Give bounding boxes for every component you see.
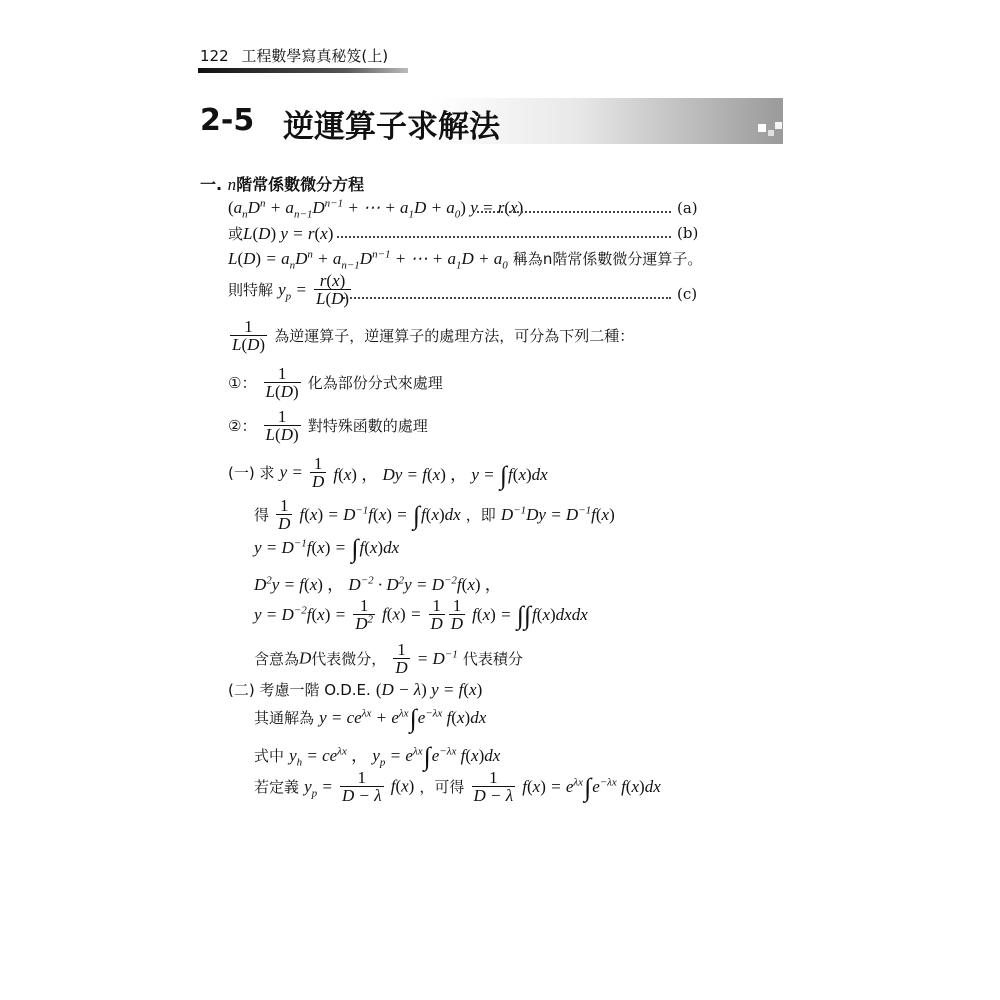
obtain-text: 得 [254,506,270,524]
part1-line2: 得 $\frac{1}{D}$ $f(x) = D^{-1}f(x) = \int f(x)dx$ ，即 $D^{-1}Dy = D^{-1}f(x)$ [254,496,615,533]
method-2: ②： $\frac{1}{L(D)}$ 對特殊函數的處理 [228,407,428,444]
method2-marker: ②： [228,417,257,435]
obtain2-text: ，可得 [419,778,465,796]
page-header [200,45,388,66]
equation-b: 或L(D) y = r(x) [228,224,334,243]
subsection-prefix: 一. [200,175,228,194]
part2-define: 若定義 $y_p$ = $\frac{1}{D - \lambda}$ f(x) ，可得 $\frac{1}{D - \lambda}$ $f(x) = e^{\lambda x}\int e^{-\lambda x}$ f(x)dx [254,768,661,805]
label-b: (b) [677,224,699,242]
general-solution-text: 其通解為 [254,709,315,727]
called-desc: 階常係數微分運算子。 [552,250,703,268]
inverse-intro: $\frac{1}{L(D)}$ 為逆運算子，逆運算子的處理方法，可分為下列二種： [232,317,635,354]
header-rule [198,68,408,73]
leader-b [337,227,671,238]
or-text: 或 [228,225,244,243]
where-text: 式中 [254,747,285,765]
part1-meaning: 含意為D代表微分， $\frac{1}{D}$ = $D^{-1}$ 代表積分 [254,640,523,677]
equation-c: 則特解 $y_p$ = $\frac{r(x)}{L(D)}$ [228,271,350,308]
leader-c [343,288,671,299]
method-1: ①： $\frac{1}{L(D)}$ 化為部份分式來處理 [228,364,443,401]
part2-general: 其通解為 $y = ce^{\lambda x} + e^{\lambda x}\int e^{-\lambda x}$ f(x)dx [254,704,487,734]
part2-marker: (二) 考慮一階 O.D.E. [228,681,371,699]
inverse-intro-text: 為逆運算子，逆運算子的處理方法，可分為下列二種： [274,327,635,345]
meaning-suffix: 代表積分 [462,650,523,668]
part1-line1: (一) 求 y = $\frac{1}{D}$ f(x) ， Dy = f(x) ， y = ∫f(x)dx [228,454,548,491]
part1-line3: $y = D^{-1}f(x) = \int f(x)dx$ [254,534,400,564]
method2-text: 對特殊函數的處理 [307,417,428,435]
ie-text: ，即 [465,506,496,524]
part1-line4: $D^2y = f(x)$ ， $D^{-2} \cdot D^2y = D^{-2}f(x)$ ， [254,574,502,594]
book-title: 工程數學寫真秘笈(上) [241,47,389,65]
banner-square-3 [775,122,782,129]
meaning-prefix: 含意為 [254,650,300,668]
operator-definition: $L(D) = a_nD^n + a_{n-1}D^{n-1}$ + ⋯ + $a_1D + a_0$ 稱為n階常係數微分運算子。 [228,248,703,272]
label-c: (c) [677,285,698,303]
if-define-text: 若定義 [254,778,300,796]
section-number: 2-5 [200,103,255,138]
banner-square-1 [758,124,766,132]
subsection-var: n [227,175,237,194]
subsection-heading [200,172,364,195]
particular-text: 則特解 [228,281,274,299]
meaning-mid: 代表微分， [311,650,387,668]
part1-marker: (一) 求 [228,464,275,482]
called-text: 稱為 [512,250,543,268]
part2-line1: (二) 考慮一階 O.D.E. (D − λ) y = f(x) [228,680,483,699]
leader-a [477,202,671,213]
section-title: 逆運算子求解法 [283,109,500,145]
method1-text: 化為部份分式來處理 [307,374,443,392]
banner-square-2 [768,130,774,136]
subsection-title: 階常係數微分方程 [236,175,365,194]
part1-line5: $y = D^{-2}f(x)$ = $\frac{1}{D^2}$ f(x) = $\frac{1}{D}$ $\frac{1}{D}$ f(x) = ∫∫f(x)dxdx [254,596,588,633]
equation-a: ($a_nD^n + a_{n-1}D^{n-1}$ + ⋯ + $a_1D + a_0$) y = r(x) [228,197,524,221]
label-a: (a) [677,199,698,217]
page-number: 122 [200,47,229,65]
n-var: n [542,250,553,268]
part2-where: 式中 $y_h = ce^{\lambda x}$ ， $y_p = e^{\lambda x}\int e^{-\lambda x}$ f(x)dx [254,742,501,772]
method1-marker: ①： [228,374,257,392]
